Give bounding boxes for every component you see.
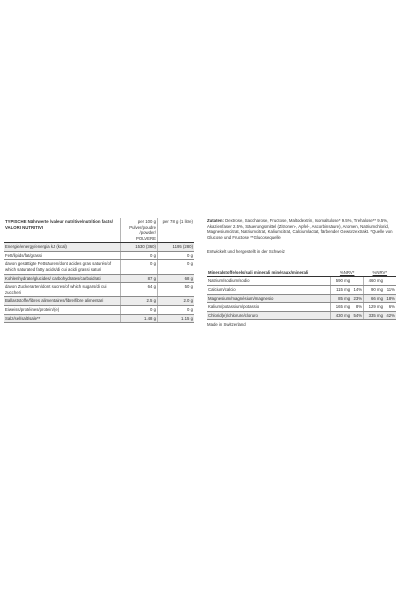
product-label	[4, 218, 396, 408]
mineral-value-2: 460 mg	[364, 277, 384, 286]
nutrient-value-per-serving: 0 g	[158, 305, 195, 314]
mineral-value-1: 115 mg	[331, 286, 351, 295]
nutrition-table	[4, 218, 194, 323]
nutrition-header-col2: per 78 g (1 litre)	[158, 218, 195, 243]
nutrient-value-per-100g: 2.5 g	[121, 297, 158, 306]
mineral-nrv-1: 54%	[351, 311, 364, 320]
table-row	[207, 303, 396, 312]
nutrition-header-label: TYPISCHE Nährwerte /valeur nutritive/nutrition facts/ VALORI NUTRITIVI	[4, 218, 121, 243]
ingredients-text	[207, 218, 396, 240]
mineral-nrv-1: 8%	[351, 303, 364, 312]
table-row	[4, 297, 194, 306]
mineral-header-col1: %NRV*	[331, 269, 364, 277]
nutrient-value-per-100g: 0 g	[121, 251, 158, 260]
mineral-rows	[207, 277, 396, 320]
nutrient-value-per-100g: 1.48 g	[121, 314, 158, 323]
nutrition-rows	[4, 243, 194, 323]
mineral-nrv-2	[384, 277, 396, 286]
mineral-nrv-2: 42%	[384, 311, 396, 320]
nutrient-value-per-serving: 0 g	[158, 260, 195, 274]
mineral-label: Natrium/sodium/sodio	[207, 277, 331, 286]
mineral-nrv-2: 11%	[384, 286, 396, 295]
mineral-value-1: 430 mg	[331, 311, 351, 320]
mineral-nrv-2: 18%	[384, 294, 396, 303]
nutrient-value-per-serving: 0 g	[158, 251, 195, 260]
nutrient-label: Fett/lipids/fat/grassi	[4, 251, 121, 260]
nutrient-value-per-100g: 1530 (360)	[121, 243, 158, 252]
table-row	[4, 243, 194, 252]
table-row	[4, 283, 194, 297]
nutrition-header-row	[4, 218, 194, 243]
mineral-table	[207, 269, 396, 320]
mineral-value-2: 90 mg	[364, 286, 384, 295]
nutrient-value-per-serving: 68 g	[158, 274, 195, 283]
mineral-label: Kalium/potassium/potassio	[207, 303, 331, 312]
right-column	[207, 218, 396, 328]
nutrient-value-per-100g: 64 g	[121, 283, 158, 297]
nutrient-value-per-100g: 87 g	[121, 274, 158, 283]
table-row	[4, 251, 194, 260]
nutrient-label: davon gesättigte Fettsäuren/dont acides gras saturés/of which saturated fatty acids/di cui acidi grassi saturi	[4, 260, 121, 274]
ingredients-title: Zutaten:	[207, 218, 224, 223]
made-in-note: Made in Switzerland	[207, 322, 246, 328]
mineral-header-row	[207, 269, 396, 277]
nutrient-value-per-serving: 2.0 g	[158, 297, 195, 306]
table-row	[4, 314, 194, 323]
mineral-nrv-1: 14%	[351, 286, 364, 295]
nutrient-value-per-serving: 1195 (280)	[158, 243, 195, 252]
mineral-label: Chlorid(e)/chlorure/cloruro	[207, 311, 331, 320]
nutrient-value-per-100g: 0 g	[121, 260, 158, 274]
table-row	[207, 277, 396, 286]
table-row	[4, 274, 194, 283]
nutrition-header-col1: per 100 g Pulver/poudre /powder/ POLVERE	[121, 218, 158, 243]
mineral-nrv-1	[351, 277, 364, 286]
table-row	[207, 311, 396, 320]
mineral-label: Magnesium/magnésium/magnesio	[207, 294, 331, 303]
mineral-header-col2: %NRV*	[364, 269, 396, 277]
nutrient-label: Energie/energy/energia kJ (kcal)	[4, 243, 121, 252]
nutrient-label: davon Zuckerarten/dont sucres/of which sugars/di cui zuccheri	[4, 283, 121, 297]
nutrient-value-per-serving: 50 g	[158, 283, 195, 297]
table-row	[207, 294, 396, 303]
table-row	[4, 305, 194, 314]
mineral-value-1: 85 mg	[331, 294, 351, 303]
mineral-value-2: 129 mg	[364, 303, 384, 312]
table-row	[207, 286, 396, 295]
ingredients-list: Dextrose, Saccharose, Fructose, Maltodextrin, Isomaltulose* 9.5%, Trehalose** 9.5%, Akazienfaser 2.5%, Säuerungsmittel (Zitronen-, Apfel-, Ascorbinsäure), Aromen, Natriumchlorid, Magnesiumcitrat, Natriumcitrat, Kaliumcitrat, Calciumlactat, färbender Gewürzextrakt. *Quelle von Glucose und Fructose **Glucosequelle	[207, 218, 393, 240]
mineral-header-label: Mineralstoffe/sels/sali minerali minéraux/minerali	[207, 269, 331, 277]
mineral-value-1: 590 mg	[331, 277, 351, 286]
mineral-label: Calcium/calcio	[207, 286, 331, 295]
nutrient-label: Eiweiss/protéines/protein/(e)	[4, 305, 121, 314]
table-row	[4, 260, 194, 274]
nutrient-label: Ballaststoffe/fibres alimentaires/fibre/fibre alimentari	[4, 297, 121, 306]
nutrient-value-per-serving: 1.15 g	[158, 314, 195, 323]
nutrient-label: Kohlenhydrate/glucides/ carbohydrates/carboidrati	[4, 274, 121, 283]
mineral-nrv-1: 23%	[351, 294, 364, 303]
nutrient-label: Salz/sel/salt/sale**	[4, 314, 121, 323]
nutrient-value-per-100g: 0 g	[121, 305, 158, 314]
mineral-nrv-2: 6%	[384, 303, 396, 312]
mineral-value-1: 165 mg	[331, 303, 351, 312]
manufactured-note: Entwickelt und hergestellt in der Schweiz	[207, 249, 285, 255]
mineral-value-2: 66 mg	[364, 294, 384, 303]
mineral-value-2: 335 mg	[364, 311, 384, 320]
